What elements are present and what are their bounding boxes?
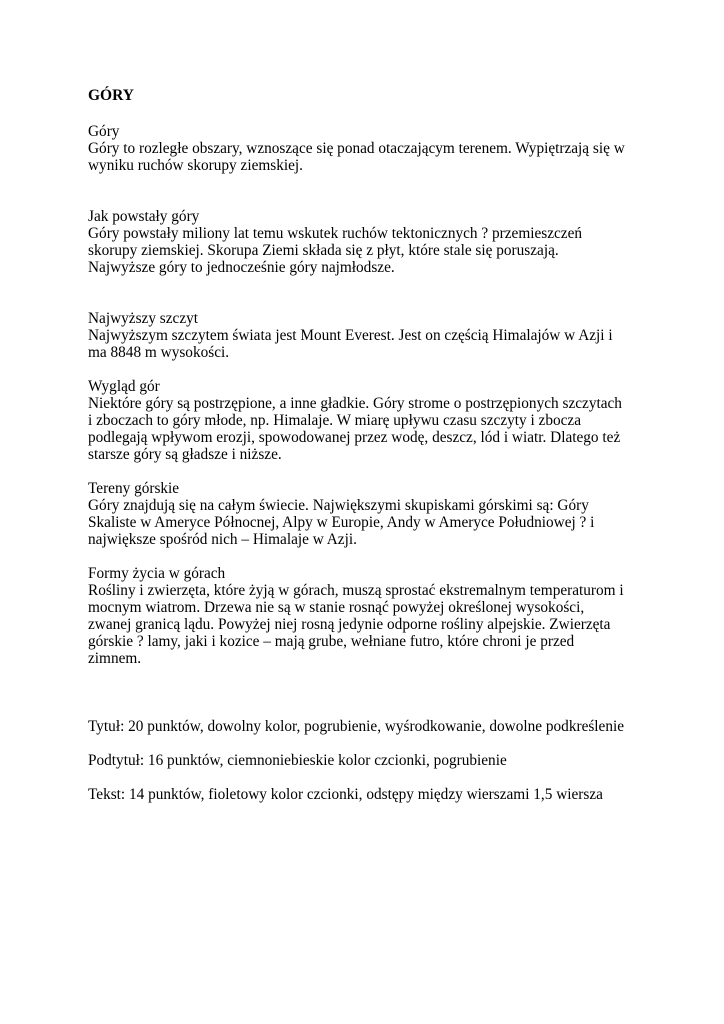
formatting-instruction-title: Tytuł: 20 punktów, dowolny kolor, pogrubienie, wyśrodkowanie, dowolne podkreślenie [88,718,625,735]
formatting-instruction-text: Tekst: 14 punktów, fioletowy kolor czcionki, odstępy między wierszami 1,5 wiersza [88,786,603,803]
formatting-instruction-subtitle: Podtytuł: 16 punktów, ciemnoniebieskie kolor czcionki, pogrubienie [88,752,507,769]
section-heading: Tereny górskie [88,480,180,497]
section-najwyzszy-szczyt [88,310,628,361]
section-heading: Formy życia w górach [88,565,226,582]
section-body: Góry to rozległe obszary, wznoszące się ponad otaczającym terenem. Wypiętrzają się w wyniku ruchów skorupy ziemskiej. [88,140,625,174]
section-body: Niektóre góry są postrzępione, a inne gładkie. Góry strome o postrzępionych szczytach i zboczach to góry młode, np. Himalaje. W miarę upływu czasu szczyty i zbocza podlegają wpływom erozji, spowodowanej przez wodę, deszcz, lód i wiatr. Dlatego też starsze góry są gładsze i niższe. [88,395,622,463]
section-wyglad-gor [88,378,628,463]
section-tereny-gorskie [88,480,628,548]
section-heading: Jak powstały góry [88,208,200,225]
section-heading: Góry [88,123,120,140]
section-body: Góry powstały miliony lat temu wskutek ruchów tektonicznych ? przemieszczeń skorupy ziemskiej. Skorupa Ziemi składa się z płyt, które stale się poruszają. Najwyższe góry to jednocześnie góry najmłodsze. [88,225,583,276]
section-body: Góry znajdują się na całym świecie. Największymi skupiskami górskimi są: Góry Skaliste w Ameryce Północnej, Alpy w Europie, Andy w Ameryce Południowej ? i największe spośród nich – Himalaje w Azji. [88,497,595,548]
document-content [88,87,628,820]
section-jak-powstaly-gory [88,208,628,276]
document-title: GÓRY [88,87,134,104]
section-formy-zycia [88,565,628,667]
section-body: Rośliny i zwierzęta, które żyją w górach, muszą sprostać ekstremalnym temperaturom i mocnym wiatrom. Drzewa nie są w stanie rosnąć powyżej określonej wysokości, zwanej granicą lądu. Powyżej niej rosną jedynie odporne rośliny alpejskie. Zwierzęta górskie ? lamy, jaki i kozice – mają grube, wełniane futro, które chroni je przed zimnem. [88,582,624,667]
section-gory [88,123,628,174]
section-heading: Wygląd gór [88,378,160,395]
section-heading: Najwyższy szczyt [88,310,199,327]
section-body: Najwyższym szczytem świata jest Mount Everest. Jest on częścią Himalajów w Azji i ma 8848 m wysokości. [88,327,613,361]
